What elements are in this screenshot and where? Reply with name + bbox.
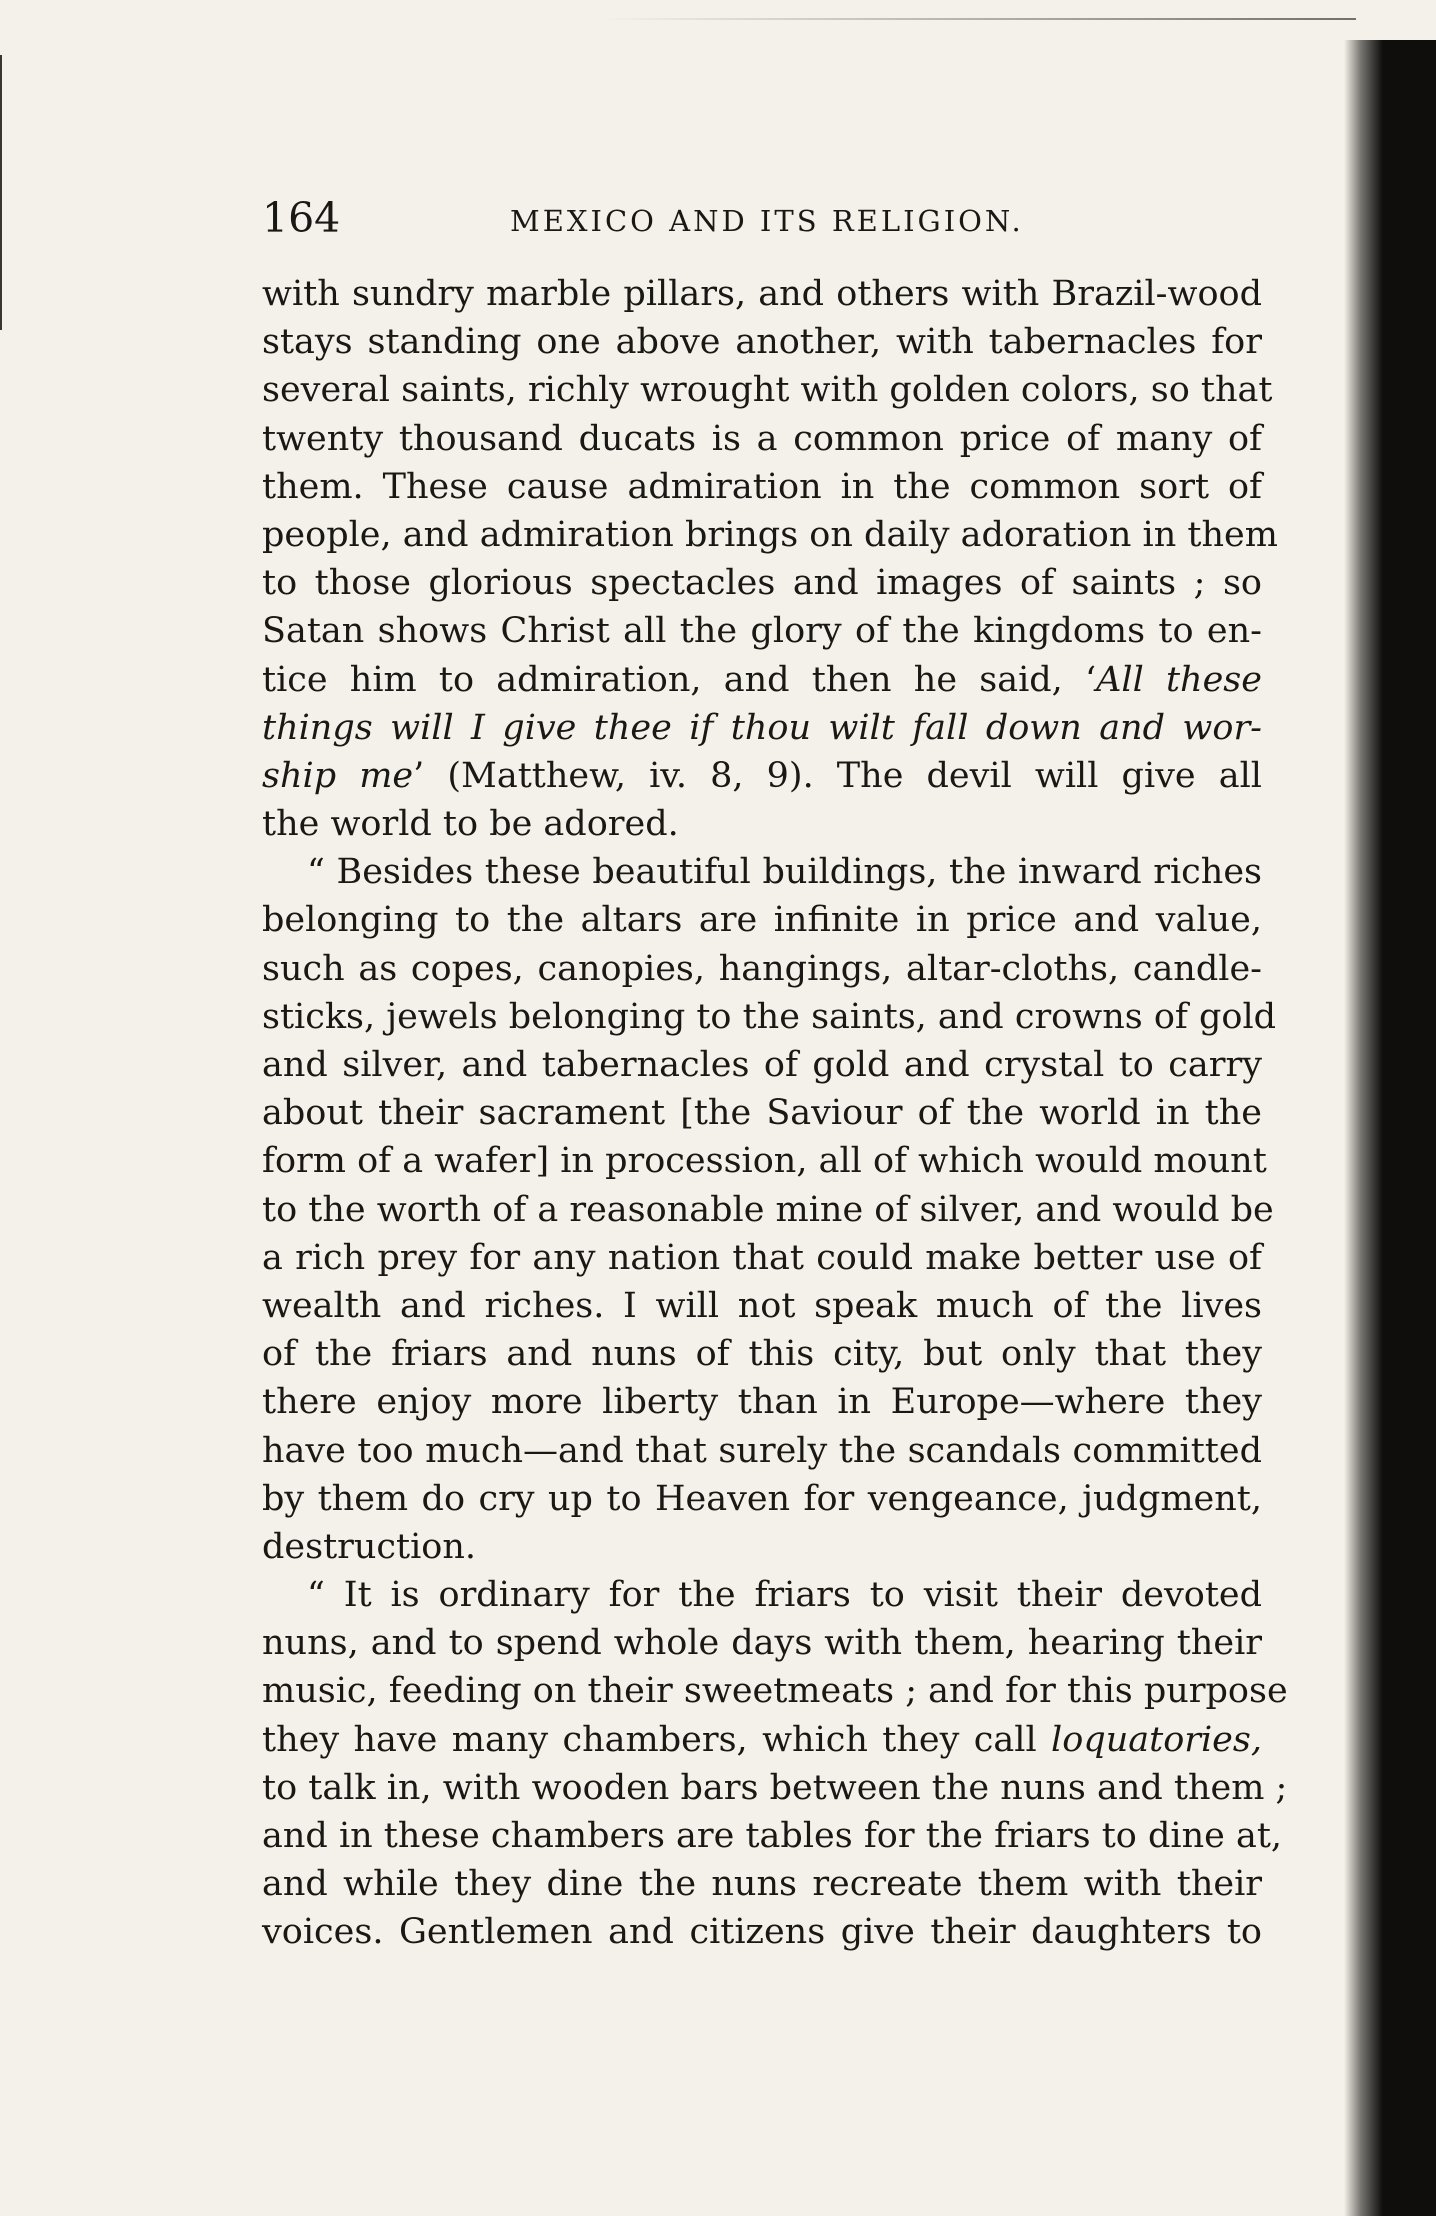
text-fragment: ’ (Matthew, iv. 8, 9). The devil will give all [413,755,1262,796]
page-header [262,188,1282,248]
text-line-mixed [262,752,1262,800]
gutter-shadow [1344,40,1436,2216]
text-line: a rich prey for any nation that could make better use of [262,1237,1262,1278]
text-line: Satan shows Christ all the glory of the kingdoms to en- [262,611,1262,652]
text-line: nuns, and to spend whole days with them, hearing their [262,1623,1262,1664]
text-line: by them do cry up to Heaven for vengeance, judgment, [262,1478,1262,1519]
text-line: belonging to the altars are infinite in price and value, [262,900,1262,941]
text-line: and while they dine the nuns recreate them with their [262,1864,1262,1905]
text-line: the world to be adored. [262,804,679,845]
text-line-mixed [262,656,1262,704]
text-line: with sundry marble pillars, and others with Brazil-wood [262,274,1262,314]
text-line: to talk in, with wooden bars between the nuns and them ; [262,1767,1288,1808]
italic-quote: things will I give thee if thou wilt fall down and wor- [262,707,1262,748]
italic-quote: All these [1096,659,1262,700]
text-line: people, and admiration brings on daily adoration in them [262,514,1278,555]
page-edge-left [0,55,2,330]
text-line: and silver, and tabernacles of gold and crystal to carry [262,1045,1262,1085]
text-line: “ It is ordinary for the friars to visit their devoted [307,1575,1262,1616]
text-line: such as copes, canopies, hangings, altar-cloths, candle- [262,948,1262,989]
text-line: destruction. [262,1526,477,1567]
running-title: MEXICO AND ITS RELIGION. [510,204,1024,238]
text-line: “ Besides these beautiful buildings, the inward riches [307,852,1262,893]
text-line: have too much—and that surely the scandals committed [262,1430,1262,1471]
body-text [262,270,1288,1957]
text-line: sticks, jewels belonging to the saints, and crowns of gold [262,996,1277,1037]
italic-quote: ship me [262,755,414,796]
text-line: to those glorious spectacles and images of saints ; so [262,563,1262,604]
text-line: voices. Gentlemen and citizens give their daughters to [262,1912,1262,1953]
text-line: about their sacrament [the Saviour of the world in the [262,1093,1262,1134]
text-line: of the friars and nuns of this city, but only that they [262,1334,1262,1375]
text-line-italic [262,704,1262,752]
text-line: several saints, richly wrought with golden colors, so that [262,370,1273,411]
text-line: there enjoy more liberty than in Europe—where they [262,1382,1262,1423]
text-fragment: they have many chambers, which they call [262,1719,1052,1760]
text-line: to the worth of a reasonable mine of silver, and would be [262,1189,1274,1230]
text-fragment: tice him to admiration, and then he said, ‘ [262,659,1097,700]
italic-term: loquatories, [1051,1719,1262,1760]
page-number: 164 [262,194,341,242]
text-line: and in these chambers are tables for the friars to dine at, [262,1816,1283,1856]
text-line: wealth and riches. I will not speak much of the lives [262,1285,1262,1326]
text-line-mixed [262,1716,1262,1764]
text-line: stays standing one above another, with tabernacles for [262,322,1262,363]
text-line: form of a wafer] in procession, all of which would mount [262,1141,1267,1182]
text-line: music, feeding on their sweetmeats ; and for this purpose [262,1671,1288,1712]
text-line: them. These cause admiration in the common sort of [262,466,1262,507]
text-line: twenty thousand ducats is a common price of many of [262,418,1262,459]
page-edge-top [600,18,1356,20]
